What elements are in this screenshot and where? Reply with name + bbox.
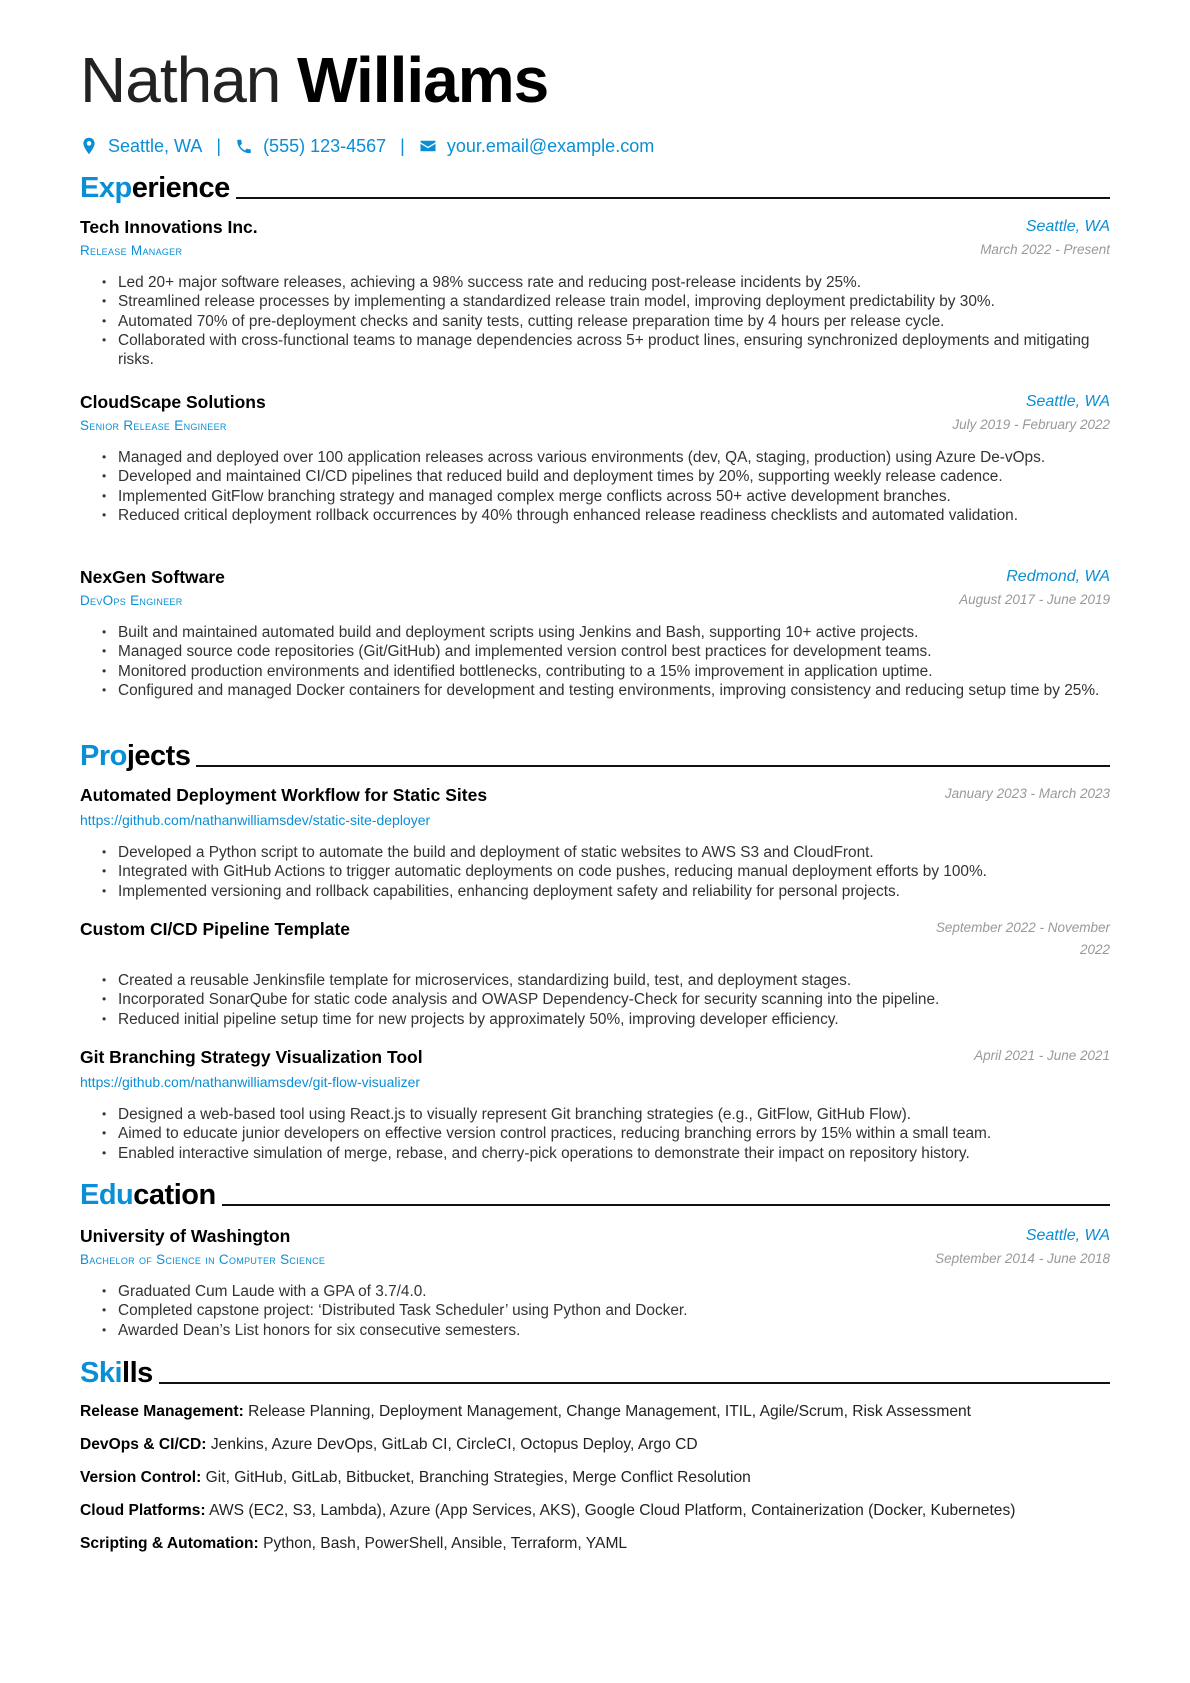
heading-rest: cation <box>133 1179 216 1211</box>
skill-category: Cloud Platforms: <box>80 1502 206 1519</box>
project-entry <box>80 1045 1110 1163</box>
project-dates: September 2022 - November 2022 <box>935 920 1110 957</box>
bullet-item: • Created a reusable Jenkinsfile template for microservices, standardizing build, test, and deployment stages. <box>118 971 1110 990</box>
skill-category: DevOps & CI/CD: <box>80 1436 207 1453</box>
skill-row <box>80 1401 1110 1423</box>
company-name: NexGen Software <box>80 567 225 587</box>
section-rule <box>236 197 1110 199</box>
skill-category: Scripting & Automation: <box>80 1535 259 1552</box>
bullet-item: • Implemented GitFlow branching strategy and managed complex merge conflicts across 50+ active development branches. <box>118 487 1110 506</box>
heading-accent: Ski <box>80 1357 123 1389</box>
job-location: Seattle, WA <box>1025 393 1110 410</box>
bullet-item: • Collaborated with cross-functional teams to manage dependencies across 5+ product lines, ensuring synchronized deployments and mitigating risks. <box>118 331 1110 370</box>
job-dates: August 2017 - June 2019 <box>959 592 1110 607</box>
phone-icon <box>235 137 253 155</box>
degree: Bachelor of Science in Computer Science <box>80 1252 326 1267</box>
section-rule <box>159 1382 1110 1384</box>
skill-values: Jenkins, Azure DevOps, GitLab CI, CircleCI, Octopus Deploy, Argo CD <box>210 1436 698 1453</box>
bullet-item: • Completed capstone project: ‘Distributed Task Scheduler’ using Python and Docker. <box>118 1301 1110 1320</box>
bullet-item: • Led 20+ major software releases, achieving a 98% success rate and reducing post-release incidents by 25%. <box>118 273 1110 292</box>
job-title: DevOps Engineer <box>80 593 183 608</box>
company-name: Tech Innovations Inc. <box>80 217 258 237</box>
bullet-item: • Aimed to educate junior developers on effective version control practices, reducing branching errors by 15% within a small team. <box>118 1124 1110 1143</box>
bullet-list <box>80 448 1110 525</box>
education-dates: September 2014 - June 2018 <box>935 1251 1110 1266</box>
heading-accent: Edu <box>80 1179 134 1211</box>
section-heading-experience <box>80 170 1110 206</box>
section-heading-skills <box>80 1355 1110 1391</box>
bullet-list <box>80 623 1110 700</box>
job-dates: March 2022 - Present <box>980 242 1110 257</box>
experience-entry <box>80 390 1110 525</box>
location-text: Seattle, WA <box>108 136 203 156</box>
project-name: Custom CI/CD Pipeline Template <box>80 919 350 939</box>
separator: | <box>400 136 405 156</box>
heading-accent: Pro <box>80 740 127 772</box>
section-title <box>80 738 190 774</box>
school-location: Seattle, WA <box>1025 1227 1110 1244</box>
section-title <box>80 1177 216 1213</box>
job-title: Senior Release Engineer <box>80 418 227 433</box>
experience-entry <box>80 565 1110 700</box>
bullet-item: • Enabled interactive simulation of merge, rebase, and cherry-pick operations to demonstrate their impact on repository history. <box>118 1144 1110 1163</box>
education-entry <box>80 1224 1110 1340</box>
skill-values: Git, GitHub, GitLab, Bitbucket, Branching Strategies, Merge Conflict Resolution <box>205 1469 751 1486</box>
bullet-list <box>80 1105 1110 1163</box>
bullet-item: • Monitored production environments and identified bottlenecks, contributing to a 15% improvement in application uptime. <box>118 662 1110 681</box>
bullet-list <box>80 971 1110 1029</box>
email-link[interactable]: your.email@example.com <box>446 136 655 156</box>
first-name: Nathan <box>80 44 281 116</box>
bullet-list <box>80 1282 1110 1340</box>
school-name: University of Washington <box>80 1226 291 1246</box>
bullet-item: • Reduced critical deployment rollback occurrences by 40% through enhanced release readiness checklists and automated validation. <box>118 506 1110 525</box>
section-rule <box>222 1204 1110 1206</box>
project-link[interactable]: https://github.com/nathanwilliamsdev/git-flow-visualizer <box>80 1074 421 1090</box>
skills-list <box>80 1401 1110 1555</box>
envelope-icon <box>419 137 437 155</box>
section-rule <box>196 765 1110 767</box>
bullet-item: • Implemented versioning and rollback capabilities, enhancing deployment safety and reliability for personal projects. <box>118 882 1110 901</box>
bullet-item: • Configured and managed Docker containers for development and testing environments, improving consistency and reducing setup time by 25%. <box>118 681 1110 700</box>
heading-rest: erience <box>131 172 230 204</box>
heading-rest: lls <box>122 1357 153 1389</box>
skill-row <box>80 1434 1110 1456</box>
bullet-item: • Developed and maintained CI/CD pipelines that reduced build and deployment times by 20%, supporting weekly release cadence. <box>118 467 1110 486</box>
bullet-list <box>80 843 1110 901</box>
phone-text: (555) 123-4567 <box>263 136 387 156</box>
project-link[interactable]: https://github.com/nathanwilliamsdev/static-site-deployer <box>80 812 431 828</box>
bullet-item: • Graduated Cum Laude with a GPA of 3.7/4.0. <box>118 1282 1110 1301</box>
experience-entry <box>80 215 1110 369</box>
bullet-list <box>80 273 1110 369</box>
map-pin-icon <box>80 137 98 155</box>
project-dates: April 2021 - June 2021 <box>974 1048 1110 1063</box>
job-title: Release Manager <box>80 243 183 258</box>
project-entry <box>80 917 1110 1029</box>
bullet-item: • Integrated with GitHub Actions to trigger automatic deployments on code pushes, reducing manual deployment efforts by 100%. <box>118 862 1110 881</box>
bullet-item: • Developed a Python script to automate the build and deployment of static websites to AWS S3 and CloudFront. <box>118 843 1110 862</box>
project-entry <box>80 783 1110 901</box>
skill-category: Release Management: <box>80 1403 244 1420</box>
separator: | <box>216 136 222 156</box>
job-location: Redmond, WA <box>1006 568 1110 585</box>
bullet-item: • Designed a web-based tool using React.js to visually represent Git branching strategies (e.g., GitFlow, GitHub Flow). <box>118 1105 1110 1124</box>
company-name: CloudScape Solutions <box>80 392 266 412</box>
skill-category: Version Control: <box>80 1469 202 1486</box>
bullet-item: • Automated 70% of pre-deployment checks and sanity tests, cutting release preparation time by 4 hours per release cycle. <box>118 312 1110 331</box>
section-heading-education <box>80 1177 1110 1213</box>
section-title <box>80 170 230 206</box>
bullet-item: • Reduced initial pipeline setup time for new projects by approximately 50%, improving developer efficiency. <box>118 1010 1110 1029</box>
project-dates: January 2023 - March 2023 <box>944 786 1110 801</box>
skill-row <box>80 1467 1110 1489</box>
contact-line <box>80 132 1110 160</box>
skill-values: AWS (EC2, S3, Lambda), Azure (App Services, AKS), Google Cloud Platform, Containerization (Docker, Kubernetes) <box>209 1502 1016 1519</box>
job-location: Seattle, WA <box>1025 218 1110 235</box>
project-name: Git Branching Strategy Visualization Tool <box>80 1047 423 1067</box>
section-heading-projects <box>80 738 1110 774</box>
skill-values: Python, Bash, PowerShell, Ansible, Terraform, YAML <box>263 1535 628 1552</box>
bullet-item: • Managed source code repositories (Git/GitHub) and implemented version control best practices for development teams. <box>118 642 1110 661</box>
candidate-name <box>80 40 1110 120</box>
skill-row <box>80 1533 1110 1555</box>
bullet-item: • Awarded Dean’s List honors for six consecutive semesters. <box>118 1321 1110 1340</box>
bullet-item: • Streamlined release processes by implementing a standardized release train model, improving deployment predictability by 30%. <box>118 292 1110 311</box>
last-name: Williams <box>297 44 549 116</box>
heading-accent: Exp <box>80 172 132 204</box>
heading-rest: jects <box>126 740 191 772</box>
job-dates: July 2019 - February 2022 <box>952 417 1110 432</box>
bullet-item: • Incorporated SonarQube for static code analysis and OWASP Dependency-Check for security scanning into the pipeline. <box>118 990 1110 1009</box>
skill-row <box>80 1500 1110 1522</box>
project-name: Automated Deployment Workflow for Static Sites <box>80 785 488 805</box>
skill-values: Release Planning, Deployment Management, Change Management, ITIL, Agile/Scrum, Risk Assessment <box>248 1403 972 1420</box>
bullet-item: • Built and maintained automated build and deployment scripts using Jenkins and Bash, supporting 10+ active projects. <box>118 623 1110 642</box>
bullet-item: • Managed and deployed over 100 application releases across various environments (dev, QA, staging, production) using Azure De-vOps. <box>118 448 1110 467</box>
section-title <box>80 1355 153 1391</box>
